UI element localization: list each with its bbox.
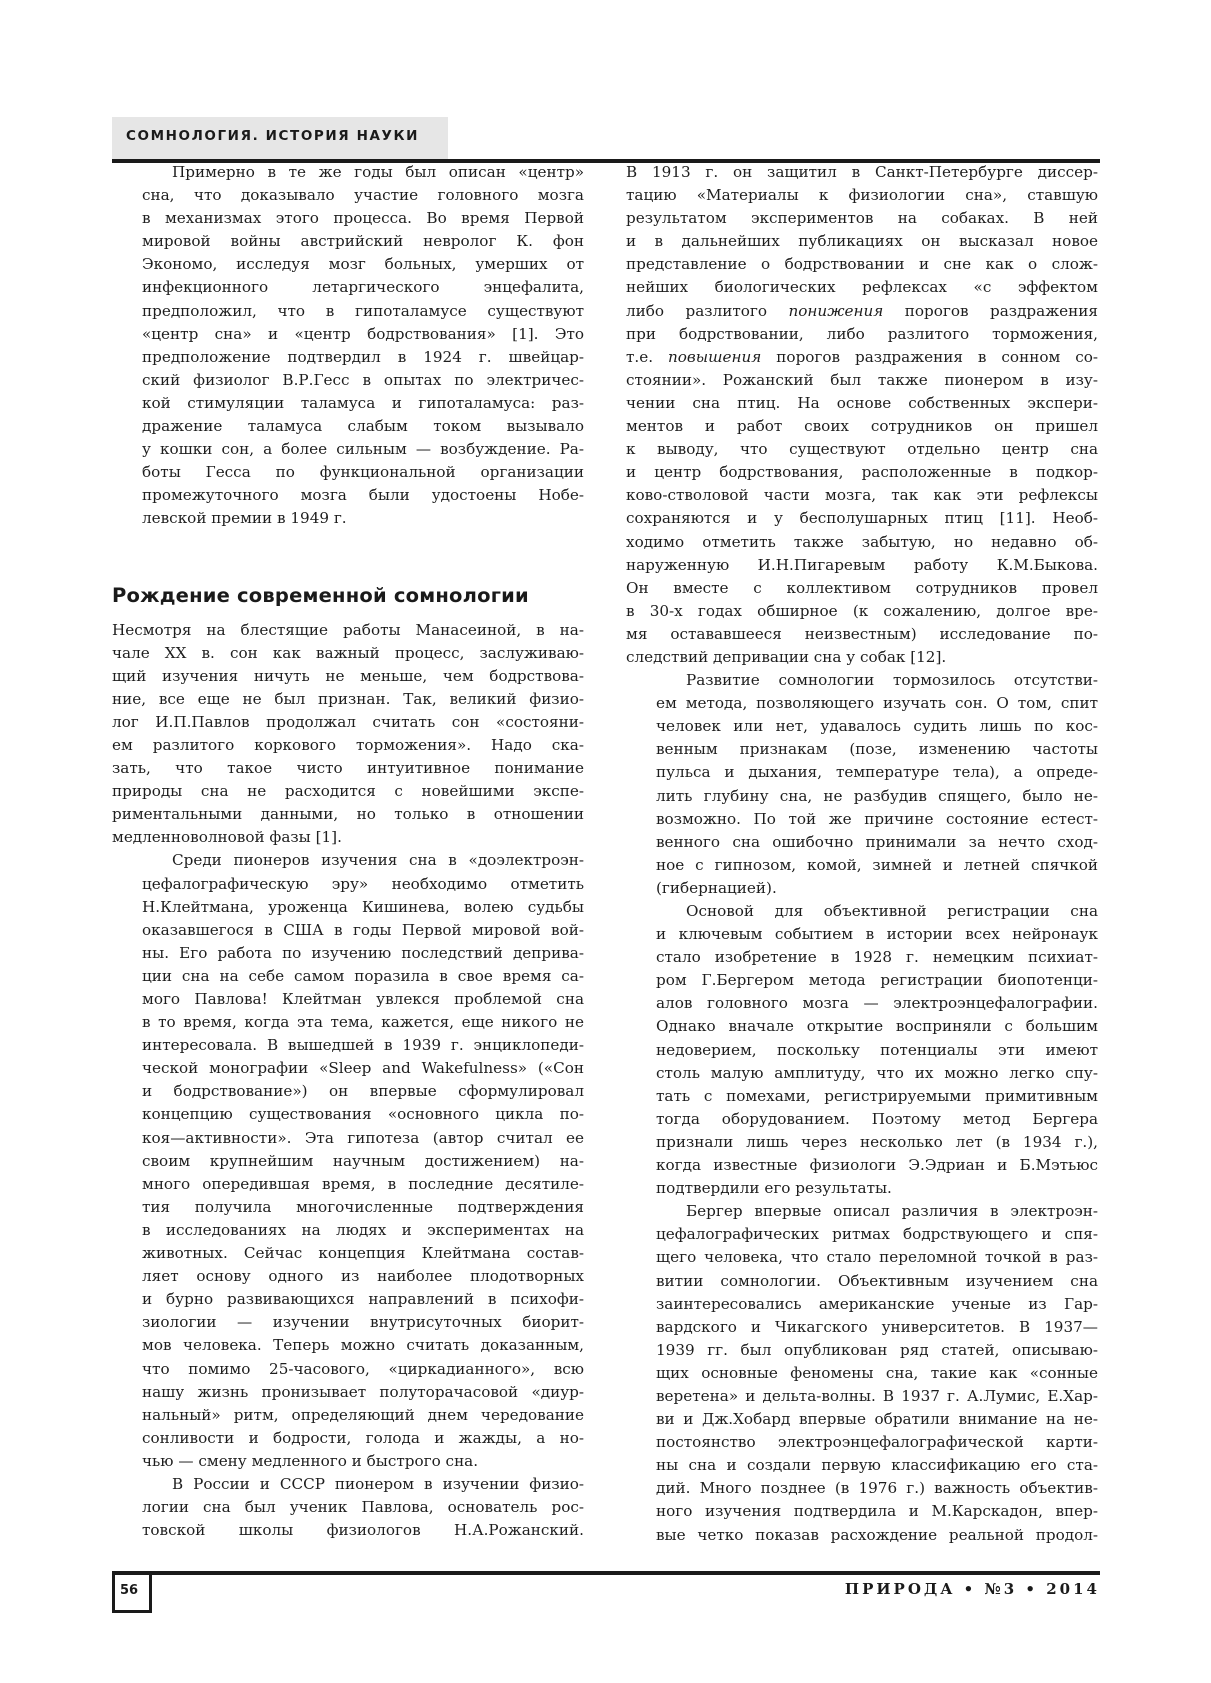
text-line: недоверием, поскольку потенциалы эти имеют <box>656 1040 1098 1059</box>
text-line: тогда оборудованием. Поэтому метод Бергера <box>656 1109 1098 1128</box>
text-line: Среди пионеров изучения сна в «доэлектроэн- <box>172 851 584 870</box>
text-line: (гибернацией). <box>656 878 777 897</box>
text-line: зиологии — изучении внутрисуточных биорит- <box>142 1313 584 1332</box>
text-line: интересовала. В вышедшей в 1939 г. энциклопеди- <box>142 1036 584 1055</box>
text-line: ский физиолог В.Р.Гесс в опытах по электричес- <box>142 370 584 389</box>
text-line: результатом экспериментов на собаках. В ней <box>626 209 1098 228</box>
text-segment: т.е. <box>626 347 668 366</box>
text-line: ходимо отметить также забытую, но недавно об- <box>626 532 1098 551</box>
text-line: нашу жизнь пронизывает полуторачасовой «диур- <box>142 1382 584 1401</box>
text-line: стало изобретение в 1928 г. немецким психиат- <box>656 948 1098 967</box>
text-line: кой стимуляции таламуса и гипоталамуса: раз- <box>142 393 584 412</box>
text-line: стоянии». Рожанский был также пионером в изу- <box>626 370 1098 389</box>
text-line: ны. Его работа по изучению последствий деприва- <box>142 943 584 962</box>
text-line: левской премии в 1949 г. <box>142 509 347 528</box>
text-line: промежуточного мозга были удостоены Нобе- <box>142 486 584 505</box>
text-line: боты Гесса по функциональной организации <box>142 463 584 482</box>
journal-issue: ПРИРОДА • №3 • 2014 <box>844 1580 1100 1598</box>
text-line: признали лишь через несколько лет (в 1934 г.), <box>656 1132 1098 1151</box>
text-line: ром Г.Бергером метода регистрации биопотенци- <box>656 971 1098 990</box>
text-line: тать с помехами, регистрируемыми примитивным <box>656 1086 1098 1105</box>
text-line: венным признакам (позе, изменению частоты <box>656 740 1098 759</box>
text-line: венного сна ошибочно принимали за нечто сход- <box>656 832 1098 851</box>
text-line: предположил, что в гипоталамусе существуют <box>142 301 584 320</box>
text-line: лить глубину сна, не разбудив спящего, было не- <box>656 786 1098 805</box>
text-line: заинтересовались американские ученые из Гар- <box>656 1294 1098 1313</box>
text-line: в исследованиях на людях и экспериментах на <box>142 1220 584 1239</box>
text-line: ны сна и создали первую классификацию его ста- <box>656 1456 1098 1475</box>
text-line: ково-стволовой части мозга, так как эти рефлексы <box>626 486 1098 505</box>
text-line: Он вместе с коллективом сотрудников провел <box>626 578 1098 597</box>
text-line: алов головного мозга — электроэнцефалографии. <box>656 994 1098 1013</box>
text-line: и в дальнейших публикациях он высказал новое <box>626 232 1098 251</box>
text-line: оказавшегося в США в годы Первой мировой вой- <box>142 920 584 939</box>
paragraph <box>626 161 1098 669</box>
text-line: животных. Сейчас концепция Клейтмана состав- <box>142 1244 584 1263</box>
text-line: и центр бодрствования, расположенные в подкор- <box>626 463 1098 482</box>
text-line: цефалографических ритмах бодрствующего и спя- <box>656 1225 1098 1244</box>
paragraph <box>112 1473 584 1542</box>
text-line: когда известные физиологи Э.Эдриан и Б.Мэтьюс <box>656 1156 1098 1175</box>
text-line: Несмотря на блестящие работы Манасеиной, в на- <box>112 620 584 639</box>
text-line: ного изучения подтвердила и М.Карскадон, впер- <box>656 1502 1098 1521</box>
text-line: Н.Клейтмана, уроженца Кишинева, волею судьбы <box>142 897 584 916</box>
text-line: сонливости и бодрости, голода и жажды, а но- <box>142 1428 584 1447</box>
text-line: чью — смену медленного и быстрого сна. <box>142 1451 479 1470</box>
paragraph <box>626 1200 1098 1546</box>
text-line: В 1913 г. он защитил в Санкт-Петербурге диссер- <box>626 163 1098 181</box>
text-segment: порогов раздражения в сонном со- <box>761 347 1098 366</box>
text-line: В России и СССР пионером в изучении физио- <box>172 1474 584 1493</box>
text-line: Примерно в те же годы был описан «центр» <box>172 163 584 181</box>
text-line: наруженную И.Н.Пигаревым работу К.М.Быкова. <box>626 555 1098 574</box>
text-line: ментов и работ своих сотрудников он пришел <box>626 417 1098 436</box>
text-line: ние, все еще не был признан. Так, великий физио- <box>112 689 584 708</box>
text-line: логии сна был ученик Павлова, основатель рос- <box>142 1498 584 1517</box>
text-line: товской школы физиологов Н.А.Рожанский. <box>142 1521 584 1540</box>
paragraph <box>112 619 584 850</box>
text-line: в то время, когда эта тема, кажется, еще никого не <box>142 1013 584 1032</box>
text-line: «центр сна» и «центр бодрствования» [1]. Это <box>142 324 584 343</box>
text-line: коя—активности». Эта гипотеза (автор считал ее <box>142 1128 584 1147</box>
text-line: чении сна птиц. На основе собственных экспери- <box>626 393 1098 412</box>
text-line: в 30-х годах обширное (к сожалению, долгое вре- <box>626 601 1098 620</box>
text-line: ем разлитого коркового торможения». Надо ска- <box>112 735 584 754</box>
text-line: мого Павлова! Клейтман увлекся проблемой сна <box>142 990 584 1008</box>
paragraph <box>112 849 584 1473</box>
left-column <box>112 161 584 1542</box>
text-segment: порогов раздражения <box>883 301 1098 320</box>
text-line: возможно. По той же причине состояние естест- <box>656 809 1098 828</box>
text-segment: либо разлитого <box>626 301 789 320</box>
text-line: дражение таламуса слабым током вызывало <box>142 417 584 436</box>
text-line: инфекционного летаргического энцефалита, <box>142 278 584 297</box>
text-line: что помимо 25-часового, «циркадианного», всю <box>142 1359 584 1378</box>
text-line: и бурно развивающихся направлений в психофи- <box>142 1290 584 1309</box>
text-line: веретена» и дельта-волны. В 1937 г. А.Лумис, Е.Хар- <box>656 1386 1098 1405</box>
text-line: Развитие сомнологии тормозилось отсутстви- <box>686 671 1098 690</box>
text-line: вардского и Чикагского университетов. В 1937— <box>656 1317 1098 1336</box>
text-line: Основой для объективной регистрации сна <box>686 902 1098 920</box>
text-line: в механизмах этого процесса. Во время Первой <box>142 209 584 228</box>
text-line: тия получила многочисленные подтверждения <box>142 1197 584 1216</box>
text-line: вые четко показав расхождение реальной продол- <box>656 1525 1098 1544</box>
text-line: природы сна не расходится с новейшими экспе- <box>112 782 584 801</box>
paragraph <box>626 900 1098 1200</box>
text-line: концепцию существования «основного цикла по- <box>142 1105 584 1124</box>
italic-term: понижения <box>788 301 884 320</box>
text-line-with-italic <box>626 346 1098 369</box>
text-line: к выводу, что существуют отдельно центр сна <box>626 440 1098 459</box>
text-line: столь малую амплитуду, что их можно легко спу- <box>656 1063 1098 1082</box>
running-head: СОМНОЛОГИЯ. ИСТОРИЯ НАУКИ <box>126 128 420 144</box>
paragraph <box>112 161 584 531</box>
text-line: много опередившая время, в последние десятиле- <box>142 1174 584 1193</box>
text-line: предположение подтвердил в 1924 г. швейцар- <box>142 347 584 366</box>
text-line: тацию «Материалы к физиологии сна», ставшую <box>626 186 1098 205</box>
text-line: человек или нет, удавалось судить лишь по кос- <box>656 717 1098 736</box>
text-line: дий. Много позднее (в 1976 г.) важность объектив- <box>656 1479 1098 1498</box>
text-line: щих основные феномены сна, такие как «сонные <box>656 1363 1098 1382</box>
text-line: мировой войны австрийский невролог К. фон <box>142 232 584 251</box>
text-line: мя остававшееся неизвестным) исследование по- <box>626 624 1098 643</box>
text-line: риментальными данными, но только в отношении <box>112 805 584 824</box>
text-line: ное с гипнозом, комой, зимней и летней спячкой <box>656 855 1098 874</box>
text-line: пульса и дыхания, температуре тела), а опреде- <box>656 763 1098 782</box>
text-line: у кошки сон, а более сильным — возбуждение. Ра- <box>142 440 584 459</box>
text-line: ческой монографии «Sleep and Wakefulness» («Сон <box>142 1059 584 1078</box>
text-line: зать, что такое чисто интуитивное понимание <box>112 759 584 778</box>
text-line: ляет основу одного из наиболее плодотворных <box>142 1267 584 1286</box>
text-line: цефалографическую эру» необходимо отметить <box>142 874 584 893</box>
text-line: 1939 гг. был опубликован ряд статей, описываю- <box>656 1340 1098 1359</box>
text-line: и ключевым событием в истории всех нейронаук <box>656 925 1098 944</box>
text-line: Бергер впервые описал различия в электроэн- <box>686 1202 1098 1221</box>
text-line: нальный» ритм, определяющий днем чередование <box>142 1405 584 1424</box>
page-number: 56 <box>120 1583 139 1598</box>
text-line: ции сна на себе самом поразила в свое время са- <box>142 966 584 985</box>
text-line: мов человека. Теперь можно считать доказанным, <box>142 1336 584 1355</box>
text-line: подтвердили его результаты. <box>656 1179 892 1198</box>
text-line: при бодрствовании, либо разлитого торможения, <box>626 324 1098 343</box>
text-line: Экономо, исследуя мозг больных, умерших от <box>142 255 584 274</box>
text-line: Однако вначале открытие восприняли с большим <box>656 1017 1098 1036</box>
text-line: постоянство электроэнцефалографической карти- <box>656 1433 1098 1452</box>
text-line: ви и Дж.Хобард впервые обратили внимание на не- <box>656 1410 1098 1429</box>
section-heading: Рождение современной сомнологии <box>112 583 529 607</box>
text-line: щего человека, что стало переломной точкой в раз- <box>656 1248 1098 1267</box>
text-line: щий изучения ничуть не меньше, чем бодрствова- <box>112 666 584 685</box>
text-line: медленноволновой фазы [1]. <box>112 828 342 847</box>
text-line: представление о бодрствовании и сне как о слож- <box>626 255 1098 274</box>
text-line: чале XX в. сон как важный процесс, заслуживаю- <box>112 643 584 662</box>
text-line: лог И.П.Павлов продолжал считать сон «состояни- <box>112 712 584 731</box>
footer-rule <box>112 1571 1100 1575</box>
text-line: нейших биологических рефлексах «с эффектом <box>626 278 1098 297</box>
right-column <box>626 161 1098 1547</box>
text-line: ем метода, позволяющего изучать сон. О том, спит <box>656 694 1098 713</box>
text-line: витии сомнологии. Объективным изучением сна <box>656 1271 1098 1290</box>
paragraph <box>626 669 1098 900</box>
text-line: сна, что доказывало участие головного мозга <box>142 186 584 205</box>
text-line: своим крупнейшим научным достижением) на- <box>142 1151 584 1170</box>
italic-term: повышения <box>668 347 762 366</box>
section-spacer <box>112 531 584 573</box>
text-line: следствий депривации сна у собак [12]. <box>626 647 947 666</box>
text-line: и бодрствование») он впервые сформулировал <box>142 1082 584 1101</box>
text-line: сохраняются и у бесполушарных птиц [11]. Необ- <box>626 509 1098 528</box>
text-line-with-italic <box>626 300 1098 323</box>
